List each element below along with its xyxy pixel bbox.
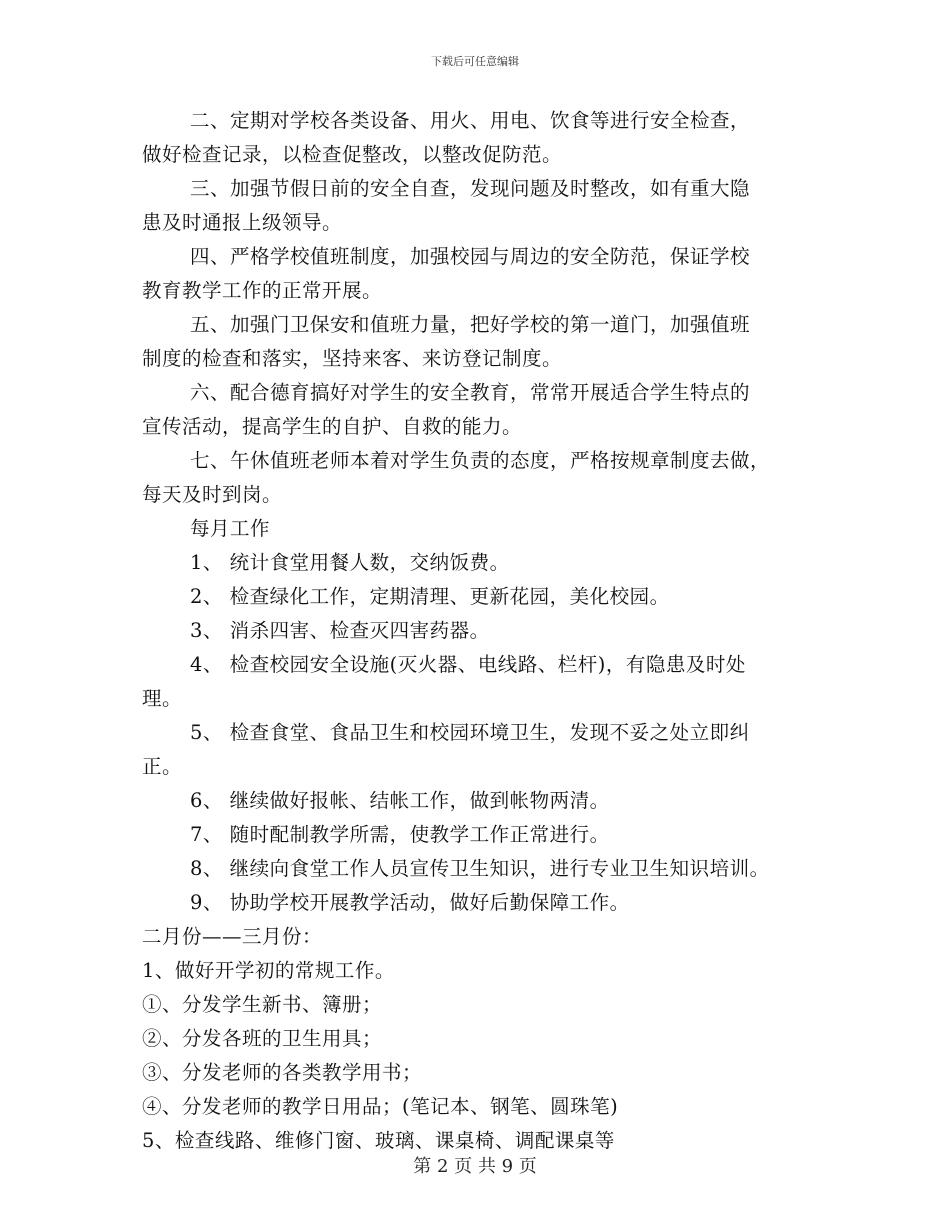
list-item: 3、 消杀四害、检查灭四害药器。 xyxy=(190,619,490,642)
list-item: 6、 继续做好报帐、结帐工作，做到帐物两清。 xyxy=(190,789,610,812)
text-line: 五、加强门卫保安和值班力量，把好学校的第一道门，加强值班 xyxy=(190,313,751,336)
list-item: 2、 检查绿化工作，定期清理、更新花园，美化校园。 xyxy=(190,585,670,608)
list-item: 9、 协助学校开展教学活动，做好后勤保障工作。 xyxy=(190,891,630,914)
list-item: 8、 继续向食堂工作人员宣传卫生知识，进行专业卫生知识培训。 xyxy=(190,857,770,880)
text-line: 做好检查记录，以检查促整改，以整改促防范。 xyxy=(142,143,563,166)
section-heading: 二月份——三月份： xyxy=(142,925,323,948)
list-item: 5、 检查食堂、食品卫生和校园环境卫生，发现不妥之处立即纠 xyxy=(190,721,750,744)
text-line: 宣传活动，提高学生的自护、自救的能力。 xyxy=(142,415,523,438)
text-line: 教育教学工作的正常开展。 xyxy=(142,279,383,302)
page-header: 下载后可任意编辑 xyxy=(431,55,519,68)
text-line: 二、定期对学校各类设备、用火、用电、饮食等进行安全检查， xyxy=(190,109,751,132)
list-item: 4、 检查校园安全设施(灭火器、电线路、栏杆)，有隐患及时处 xyxy=(190,653,746,676)
list-item: ①、分发学生新书、簿册； xyxy=(142,993,383,1016)
list-item-continuation: 正。 xyxy=(142,755,183,778)
text-line: 制度的检查和落实，坚持来客、来访登记制度。 xyxy=(142,347,563,370)
text-line: 四、严格学校值班制度，加强校园与周边的安全防范，保证学校 xyxy=(190,245,751,268)
page-footer: 第 2 页 共 9 页 xyxy=(413,1156,537,1177)
list-item-continuation: 理。 xyxy=(142,687,183,710)
list-item: ④、分发老师的教学日用品；(笔记本、钢笔、圆珠笔) xyxy=(142,1095,619,1118)
list-item: ②、分发各班的卫生用具； xyxy=(142,1027,383,1050)
list-item: ③、分发老师的各类教学用书； xyxy=(142,1061,423,1084)
list-item: 1、 统计食堂用餐人数，交纳饭费。 xyxy=(190,551,510,574)
text-line: 六、配合德育搞好对学生的安全教育，常常开展适合学生特点的 xyxy=(190,381,751,404)
list-item: 1、做好开学初的常规工作。 xyxy=(142,959,395,982)
text-line: 七、午休值班老师本着对学生负责的态度，严格按规章制度去做， xyxy=(190,449,771,472)
text-line: 三、加强节假日前的安全自查，发现问题及时整改，如有重大隐 xyxy=(190,177,751,200)
section-heading: 每月工作 xyxy=(190,517,271,540)
text-line: 每天及时到岗。 xyxy=(142,483,283,506)
text-line: 患及时通报上级领导。 xyxy=(142,211,343,234)
list-item: 5、检查线路、维修门窗、玻璃、课桌椅、调配课桌等 xyxy=(142,1129,615,1152)
list-item: 7、 随时配制教学所需，使教学工作正常进行。 xyxy=(190,823,610,846)
